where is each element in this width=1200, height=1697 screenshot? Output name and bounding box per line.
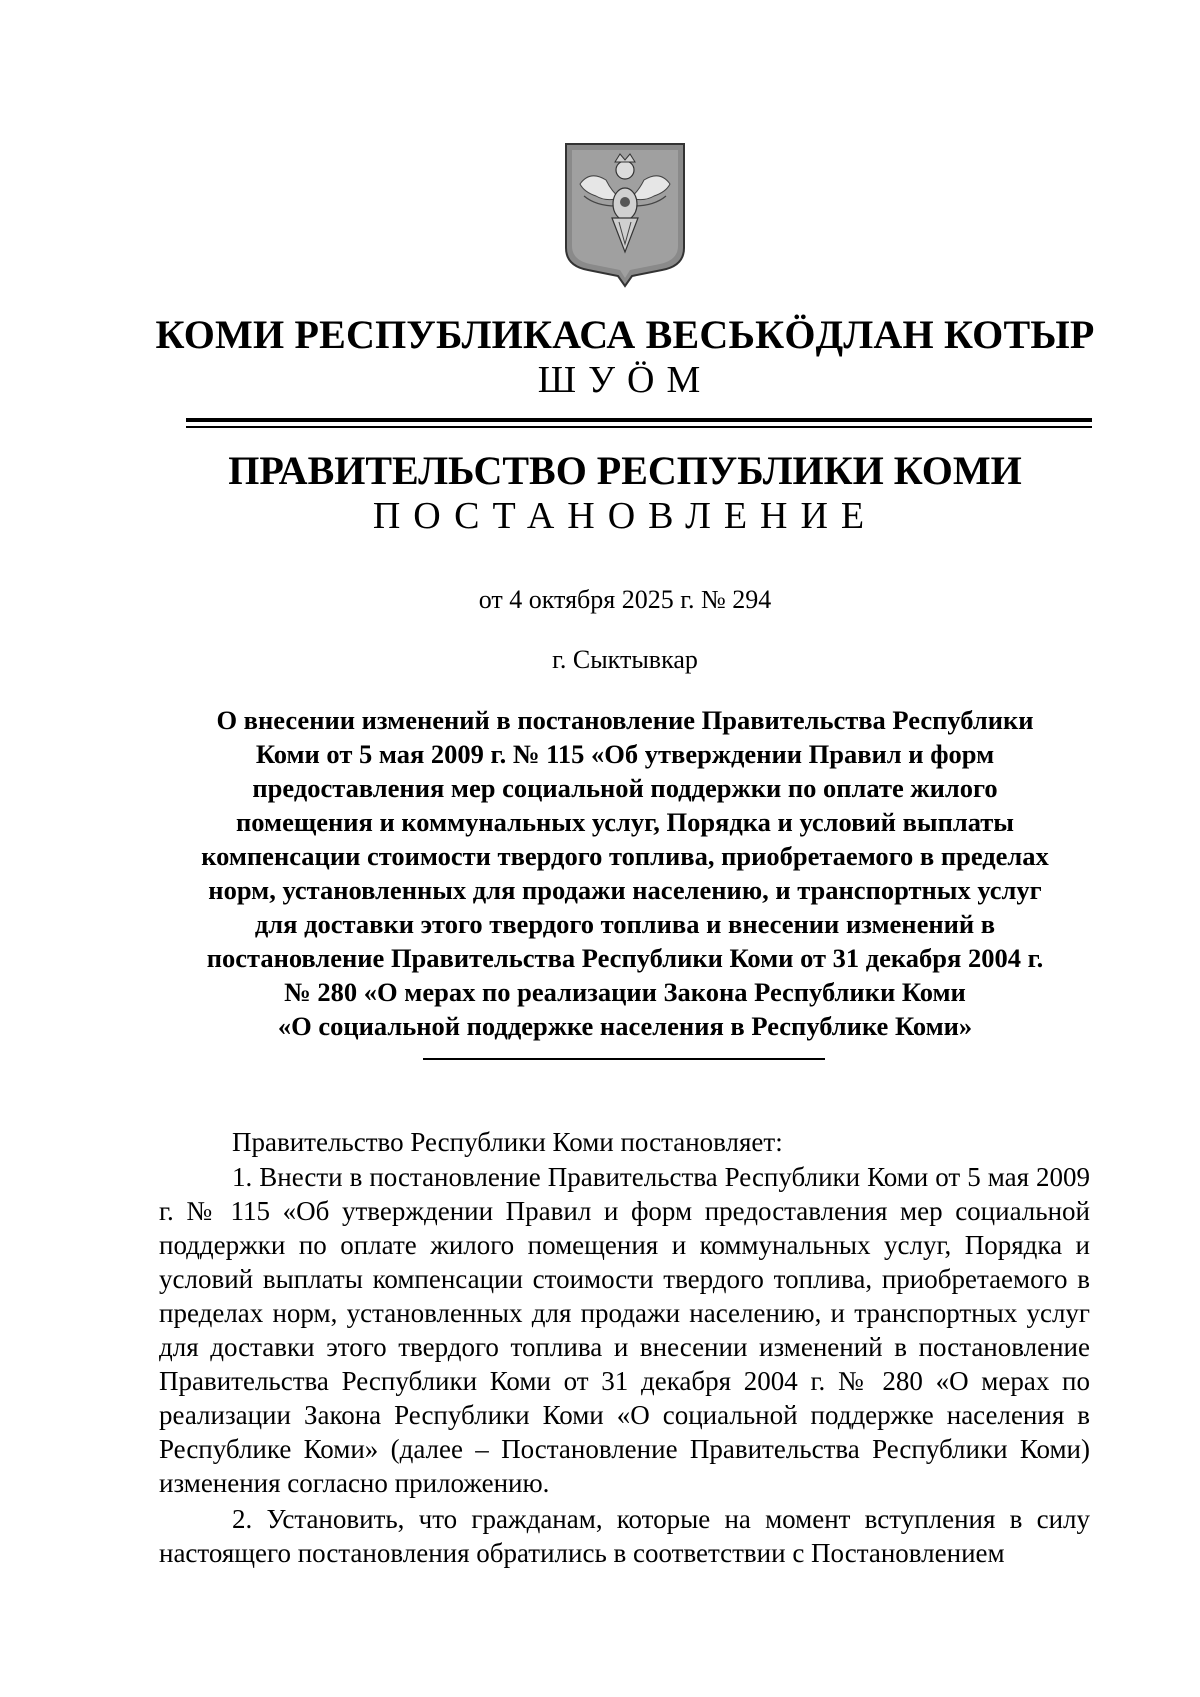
heading-line: предоставления мер социальной поддержки по оплате жилого xyxy=(252,773,998,803)
header-divider-thin xyxy=(186,426,1092,428)
heading-line: О внесении изменений в постановление Правительства Республики xyxy=(216,705,1034,735)
heading-line: Коми от 5 мая 2009 г. № 115 «Об утверждении Правил и форм xyxy=(255,739,995,769)
intro-paragraph: Правительство Республики Коми постановляет: xyxy=(232,1127,783,1157)
government-title: ПРАВИТЕЛЬСТВО РЕСПУБЛИКИ КОМИ xyxy=(228,448,1022,493)
heading-divider xyxy=(423,1058,825,1060)
decree-heading xyxy=(0,703,1200,1043)
decree-date-number: от 4 октября 2025 г. № 294 xyxy=(478,585,772,614)
komi-government-title: КОМИ РЕСПУБЛИКАСА ВЕСЬКÖДЛАН КОТЫР xyxy=(155,312,1095,357)
heading-line: № 280 «О мерах по реализации Закона Республики Коми xyxy=(284,977,966,1007)
decree-label: ПОСТАНОВЛЕНИЕ xyxy=(372,495,878,537)
paragraph-1: 1. Внести в постановление Правительства Республики Коми от 5 мая 2009 г. № 115 «Об утверждении Правил и форм предоставления мер социальной поддержки по оплате жилого помещения и коммунальных услуг, Порядка и условий выплаты компенсации стоимости твердого топлива, приобретаемого в пределах норм, установленных для продажи населению, и транспортных услуг для доставки этого твердого топлива и внесении изменений в постановление Правительства Республики Коми от 31 декабря 2004 г. № 280 «О мерах по реализации Закона Республики Коми «О социальной поддержке населения в Республике Коми» (далее – Постановление Правительства Республики Коми) изменения согласно приложению. xyxy=(159,1162,1090,1498)
heading-line: компенсации стоимости твердого топлива, приобретаемого в пределах xyxy=(201,841,1049,871)
heading-line: норм, установленных для продажи населению, и транспортных услуг xyxy=(208,875,1042,905)
decree-city: г. Сыктывкар xyxy=(552,645,698,674)
heading-line: помещения и коммунальных услуг, Порядка и условий выплаты xyxy=(236,807,1014,837)
heading-line: для доставки этого твердого топлива и внесении изменений в xyxy=(254,909,996,939)
paragraph-2: 2. Установить, что гражданам, которые на момент вступления в силу настоящего постановления обратились в соответствии с Постановлением xyxy=(159,1504,1090,1568)
header-divider-thick xyxy=(186,418,1092,422)
komi-decree-label: ШУÖМ xyxy=(537,359,713,401)
komi-coat-of-arms-icon xyxy=(562,140,688,288)
heading-line: постановление Правительства Республики Коми от 31 декабря 2004 г. xyxy=(206,943,1044,973)
heading-line: «О социальной поддержке населения в Республике Коми» xyxy=(277,1011,973,1041)
